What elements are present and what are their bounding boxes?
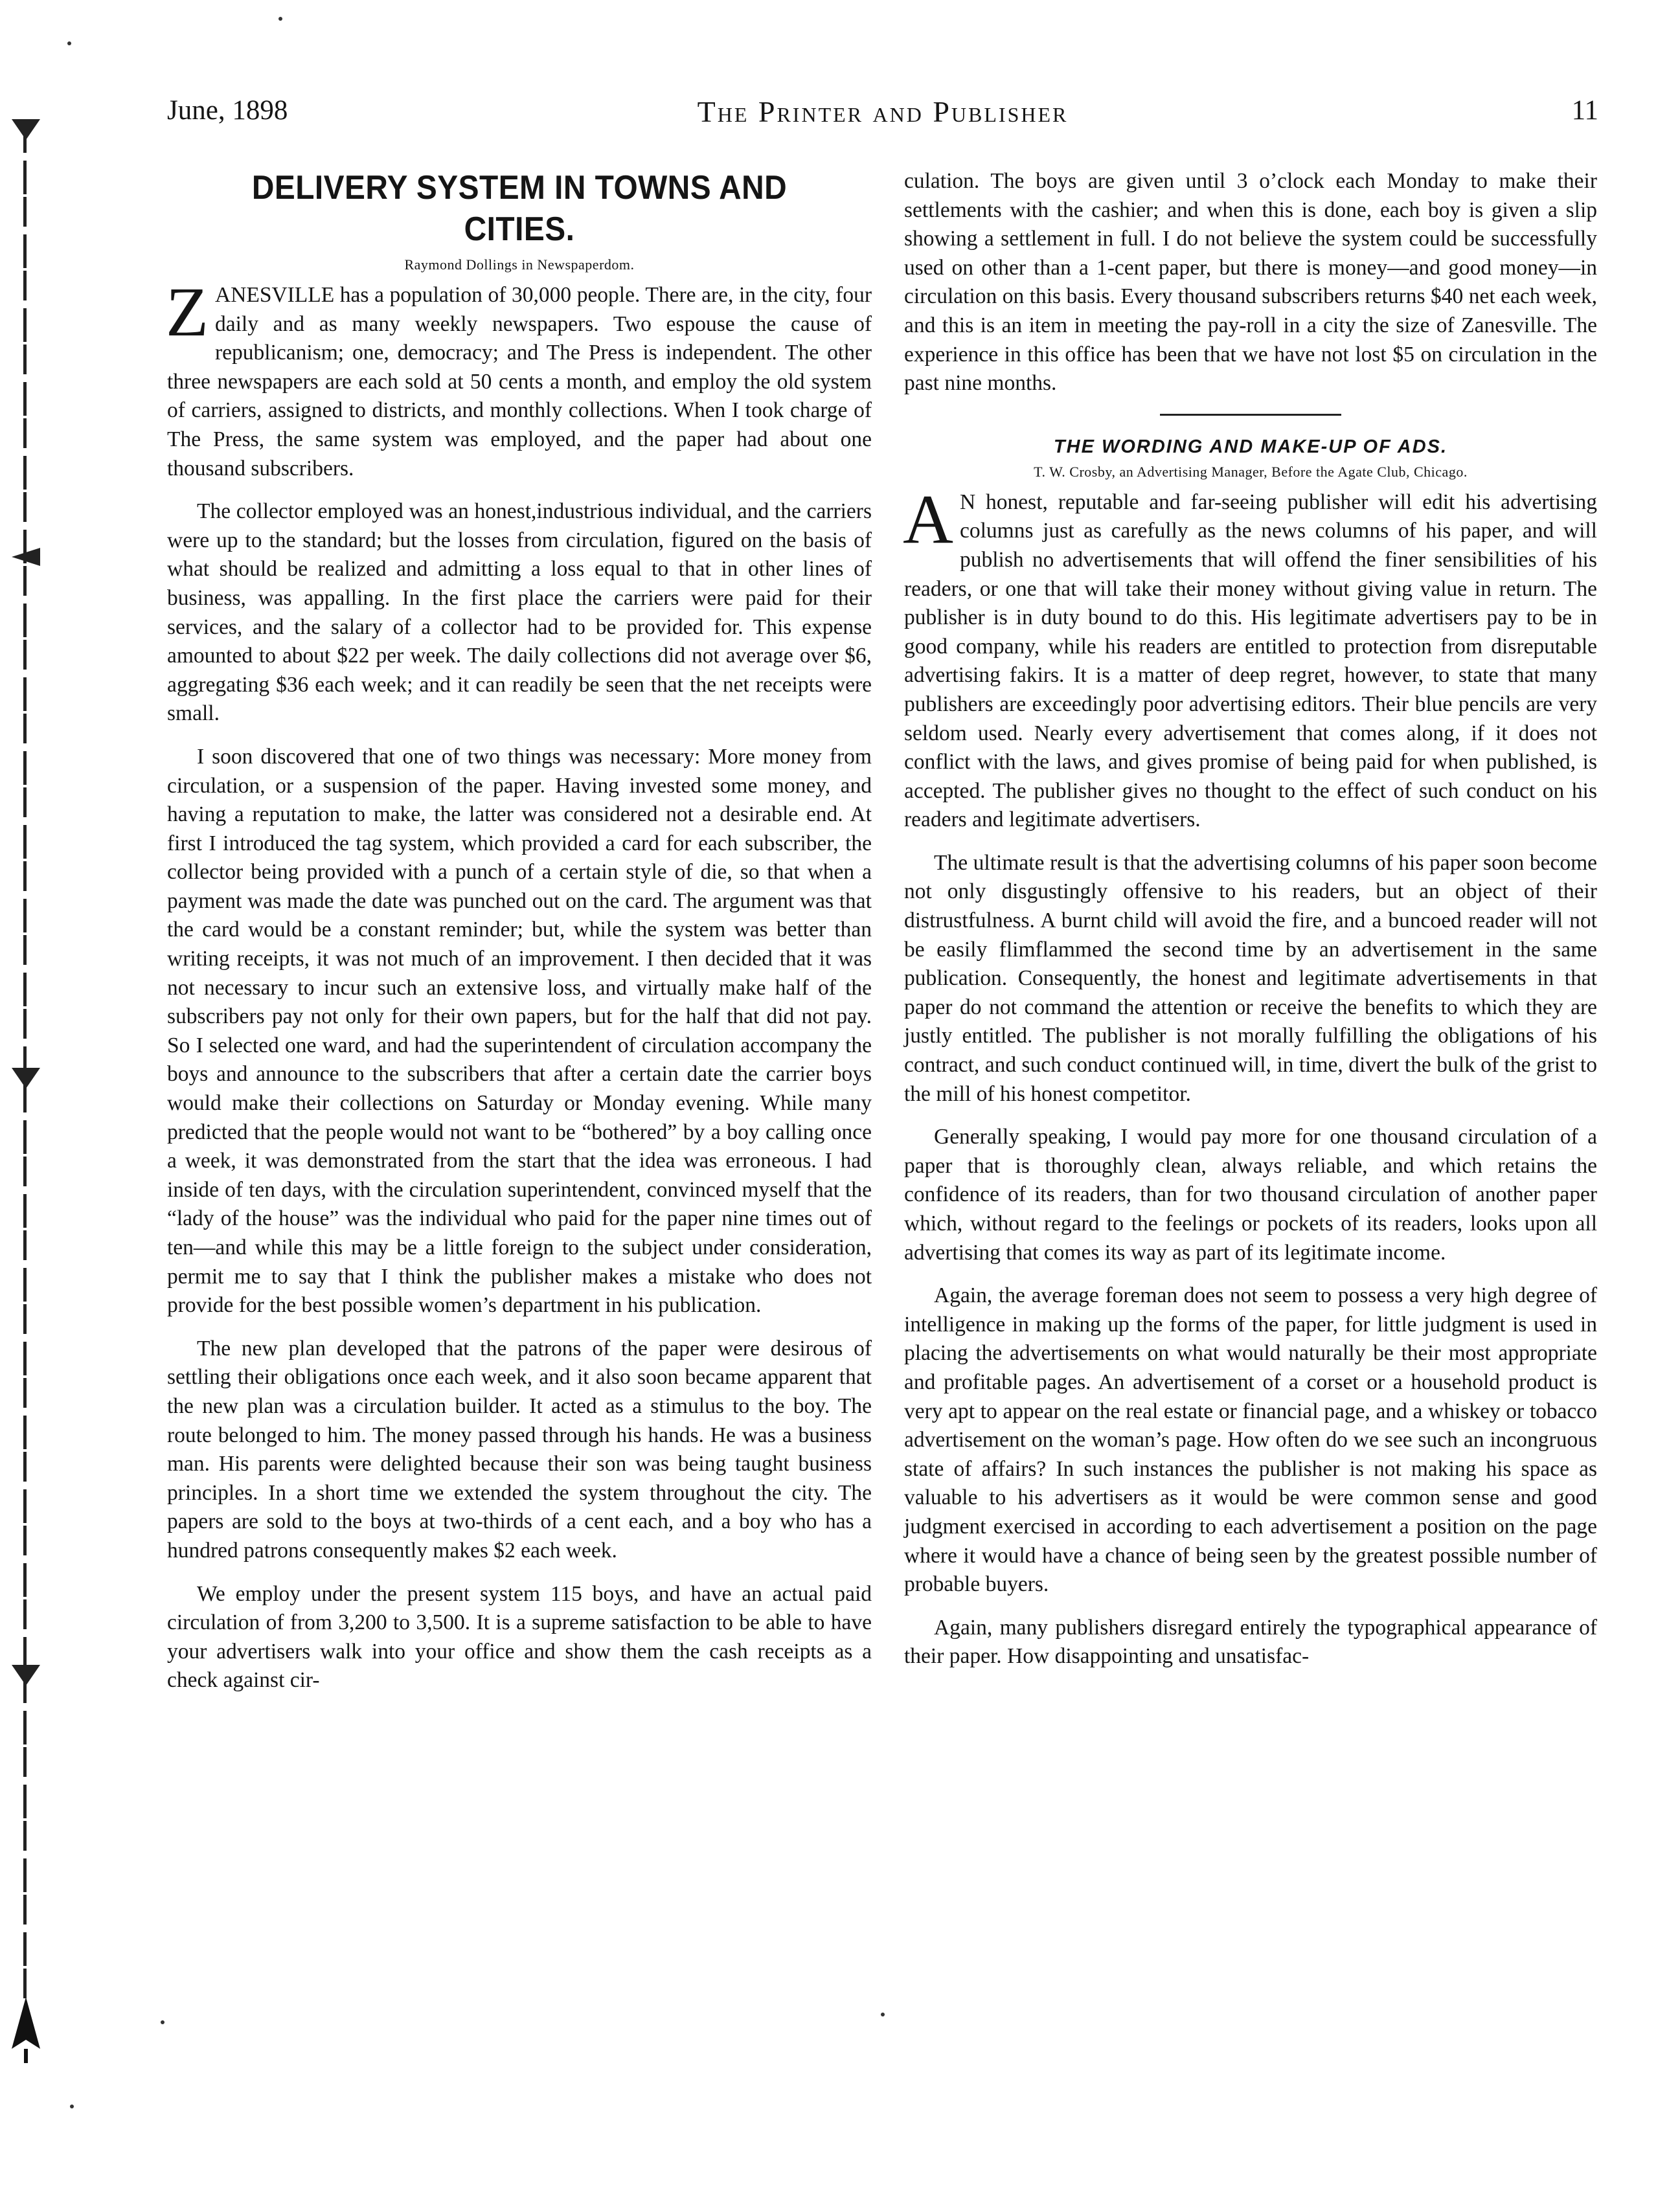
article-paragraph: Generally speaking, I would pay more for one thousand circulation of a paper that is thoroughly clean, always reliable, and which retains the confidence of its readers, than for two thousand circulation of another paper which, without regard to the feelings or pockets of its readers, looks upon all advertising that comes its way as part of its legitimate income. xyxy=(904,1125,1597,1265)
issue-date: June, 1898 xyxy=(167,95,288,126)
binding-notch-icon xyxy=(9,544,43,570)
section-divider xyxy=(1160,414,1341,416)
article-byline: Raymond Dollings in Newspaperdom. xyxy=(404,256,635,273)
binding-notch-icon xyxy=(9,1065,43,1091)
publication-title: The Printer and Publisher xyxy=(697,95,1069,128)
article-paragraph: The ultimate result is that the advertising columns of his paper soon become not only disgustingly offensive to his readers, but an object of their distrustfulness. A burnt child will avoid the fire, and a buncoed reader will not be easily flimflammed the second time by an advertisement in the same publication. Consequently, the honest and legitimate advertisements in that paper do not command the attention or receive the benefits to which they are justly entitled. The publisher is not morally fulfilling the obligations of his contract, and such conduct continued will, in time, divert the bulk of the grist to the mill of his honest competitor. xyxy=(904,850,1597,1106)
article-paragraph: We employ under the present system 115 boys, and have an actual paid circulation of from 3,200 to 3,500. It is a supreme satisfaction to be able to have your advertisers walk into your office and show them the cash receipts as a check against cir- xyxy=(167,1581,872,1693)
right-column xyxy=(904,167,1597,1686)
binding-notch-icon xyxy=(9,1661,43,1687)
drop-cap: Z xyxy=(166,274,209,351)
article-paragraph: A N honest, reputable and far-seeing publisher will edit his advertising columns just as carefully as the news columns of his paper, and will publish no advertisements that will offend the finer sensibilities of his readers, or one that will take their money without giving value in return. The publisher is in duty bound to do this. His legitimate advertisers pay to be in good company, while his readers are entitled to protection from disreputable advertising fakirs. It is a matter of deep regret, however, to state that many publishers are exceedingly poor advertising editors. Their blue pencils are very seldom used. Nearly every advertisement that comes along, if it does not conflict with the laws, and gives promise of being paid for when published, is accepted. The publisher gives no thought to the effect of such conduct on his readers and legitimate advertisers. xyxy=(903,480,1597,832)
binding-arrowhead-icon xyxy=(9,1994,43,2066)
page-number: 11 xyxy=(1571,95,1598,126)
article-byline: T. W. Crosby, an Advertising Manager, Before the Agate Club, Chicago. xyxy=(1034,463,1468,480)
binding-notch-icon xyxy=(9,117,43,142)
article-paragraph: ZANESVILLE has a population of 30,000 people. There are, in the city, four daily and as many weekly newspapers. Two espouse the cause of republicanism; one, democracy; and The Press is independent. The other three newspapers are each sold at 50 cents a month, and employ the old system of carriers, assigned to districts, and monthly collections. When I took charge of The Press, the same system was employed, and the paper had about one thousand subscribers. xyxy=(166,274,872,480)
drop-cap: A xyxy=(903,480,953,558)
scan-speck xyxy=(70,2105,74,2108)
article-paragraph: The collector employed was an honest,industrious individual, and the carriers were up to the standard; but the losses from circulation, figured on the basis of what should be realized and admitting a loss equal to that in other lines of business, was appalling. In the first place the carriers were paid for their services, and the salary of a collector had to be provided for. This expense amounted to about $22 per week. The daily collections did not average over $6, aggregating $36 each week; and it can readily be seen that the net receipts were small. xyxy=(167,499,872,726)
left-column xyxy=(167,167,872,1710)
scan-speck xyxy=(881,2013,885,2016)
scan-speck xyxy=(67,41,71,45)
article-paragraph: Again, many publishers disregard entirely the typographical appearance of their paper. How disappointing and unsatisfac- xyxy=(904,1615,1597,1669)
article-title: DELIVERY SYSTEM IN TOWNS AND CITIES. xyxy=(251,169,788,248)
article-title: THE WORDING AND MAKE-UP OF ADS. xyxy=(1053,436,1448,457)
running-head xyxy=(167,95,1598,133)
article-paragraph-continued: culation. The boys are given until 3 o’clock each Monday to make their settlements with the cashier; and when this is done, each boy is given a slip showing a settlement in full. I do not believe the system could be successfully used on other than a 1-cent paper, but there is money—and good money—in circulation on this basis. Every thousand subscribers returns $40 net each week, and this is an item in meeting the pay-roll in a city the size of Zanesville. The experience in this office has been that we have not lost $5 on circulation in the past nine months. xyxy=(904,169,1597,396)
scan-speck xyxy=(161,2020,165,2024)
article-paragraph: I soon discovered that one of two things was necessary: More money from circulation, or a suspension of the paper. Having invested some money, and having a reputation to make, the latter was considered not a desirable end. At first I introduced the tag system, which provided a card for each subscriber, the collector being provided with a punch of a certain style of die, so that when a payment was made the date was punched out on the card. The argument was that the card would be a constant reminder; but, while the system was better than writing receipts, it was not much of an improvement. I then decided that it was not necessary to incur such an extensive loss, and virtually make half of the subscribers pay not only for their own papers, but for the half that did not pay. So I selected one ward, and had the superintendent of circulation accompany the boys and announce to the subscribers that after a certain date the carrier boys would make their collections on Saturday or Monday evening. While many predicted that the people would not want to be “bothered” by a boy calling once a week, it was demonstrated from the start that the idea was erroneous. I had inside of ten days, with the circulation superintendent, convinced myself that the “lady of the house” was the individual who paid for the paper nine times out of ten—and while this may be a little foreign to the subject under consideration, permit me to say that I think the publisher makes a mistake who does not provide for the best possible women’s department in his publication. xyxy=(167,744,872,1318)
scan-speck xyxy=(278,17,282,21)
article-paragraph: The new plan developed that the patrons of the paper were desirous of settling their obligations once each week, and it also soon became apparent that the new plan was a circulation builder. It acted as a stimulus to the boy. The route belonged to him. The money passed through his hands. He was a business man. His parents were delighted because their son was being taught business principles. In a short time we extended the system throughout the city. The papers are sold to the boys at two-thirds of a cent each, and a boy who has a hundred patrons consequently makes $2 each week. xyxy=(167,1336,872,1563)
article-paragraph: Again, the average foreman does not seem to possess a very high degree of intelligence in making up the forms of the paper, for little judgment is used in placing the advertisements on what would naturally be their most appropriate and profitable pages. An advertisement of a corset or a household product is very apt to appear on the real estate or financial page, and a whiskey or tobacco advertisement on the woman’s page. How often do we see such an incongruous state of affairs? In such instances the publisher is not making his space as valuable to his advertisers as it would be were common sense and good judgment exercised in according to each advertisement a position on the page where it would have a chance of being seen by the greatest possible number of probable buyers. xyxy=(904,1283,1597,1597)
